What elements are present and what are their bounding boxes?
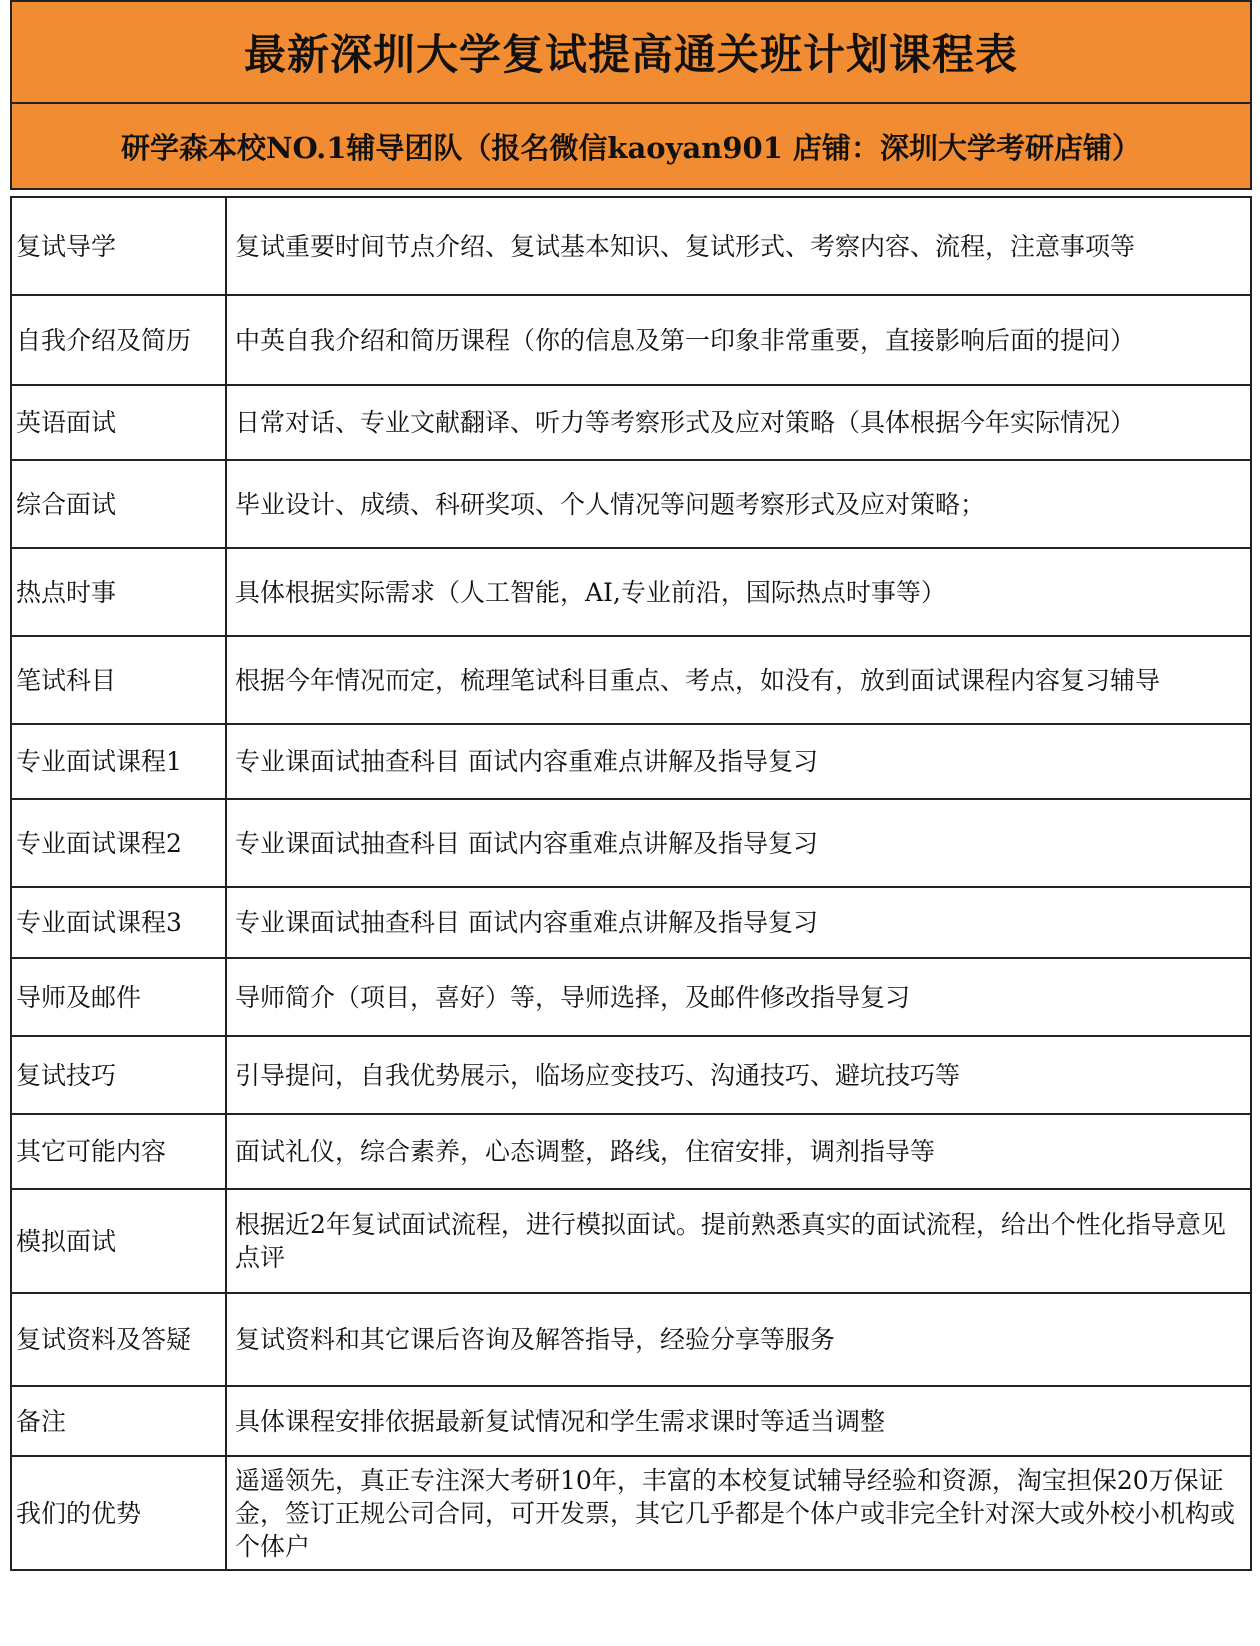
row-description: 面试礼仪，综合素养，心态调整，路线，住宿安排，调剂指导等 [226,1114,1251,1189]
course-table-body [11,197,1251,1570]
row-description: 专业课面试抽查科目 面试内容重难点讲解及指导复习 [226,799,1251,887]
row-label: 复试导学 [11,197,226,295]
row-description: 导师简介（项目，喜好）等，导师选择，及邮件修改指导复习 [226,958,1251,1036]
row-label: 复试技巧 [11,1036,226,1114]
table-row [11,636,1251,724]
row-label: 热点时事 [11,548,226,636]
table-row [11,460,1251,548]
table-row [11,799,1251,887]
row-label: 自我介绍及简历 [11,295,226,385]
table-row [11,958,1251,1036]
table-row [11,295,1251,385]
row-description: 根据近2年复试面试流程，进行模拟面试。提前熟悉真实的面试流程，给出个性化指导意见点评 [226,1189,1251,1293]
row-label: 综合面试 [11,460,226,548]
table-row [11,1189,1251,1293]
row-label: 专业面试课程2 [11,799,226,887]
subtitle-banner [10,104,1252,190]
row-label: 其它可能内容 [11,1114,226,1189]
row-description: 日常对话、专业文献翻译、听力等考察形式及应对策略（具体根据今年实际情况） [226,385,1251,460]
row-description: 中英自我介绍和简历课程（你的信息及第一印象非常重要，直接影响后面的提问） [226,295,1251,385]
row-label: 专业面试课程3 [11,887,226,958]
row-description: 复试资料和其它课后咨询及解答指导，经验分享等服务 [226,1293,1251,1386]
row-description: 具体根据实际需求（人工智能，AI,专业前沿，国际热点时事等） [226,548,1251,636]
row-description: 遥遥领先，真正专注深大考研10年，丰富的本校复试辅导经验和资源，淘宝担保20万保证金，签订正规公司合同，可开发票，其它几乎都是个体户或非完全针对深大或外校小机构或个体户 [226,1456,1251,1570]
table-row [11,1293,1251,1386]
row-description: 复试重要时间节点介绍、复试基本知识、复试形式、考察内容、流程，注意事项等 [226,197,1251,295]
course-table [10,196,1252,1571]
row-label: 专业面试课程1 [11,724,226,799]
table-row [11,1036,1251,1114]
table-row [11,385,1251,460]
page-title: 最新深圳大学复试提高通关班计划课程表 [243,30,1018,79]
row-description: 专业课面试抽查科目 面试内容重难点讲解及指导复习 [226,724,1251,799]
row-description: 根据今年情况而定，梳理笔试科目重点、考点，如没有，放到面试课程内容复习辅导 [226,636,1251,724]
row-label: 笔试科目 [11,636,226,724]
row-label: 英语面试 [11,385,226,460]
row-label: 备注 [11,1386,226,1456]
row-description: 具体课程安排依据最新复试情况和学生需求课时等适当调整 [226,1386,1251,1456]
row-label: 我们的优势 [11,1456,226,1570]
row-description: 专业课面试抽查科目 面试内容重难点讲解及指导复习 [226,887,1251,958]
title-banner [10,0,1252,104]
row-description: 毕业设计、成绩、科研奖项、个人情况等问题考察形式及应对策略； [226,460,1251,548]
table-row [11,1386,1251,1456]
table-row [11,548,1251,636]
table-row [11,1114,1251,1189]
row-label: 导师及邮件 [11,958,226,1036]
row-description: 引导提问，自我优势展示，临场应变技巧、沟通技巧、避坑技巧等 [226,1036,1251,1114]
table-row [11,887,1251,958]
row-label: 模拟面试 [11,1189,226,1293]
course-schedule-sheet [10,0,1252,1571]
page-subtitle: 研学森本校NO.1辅导团队（报名微信kaoyan901 店铺：深圳大学考研店铺） [121,130,1141,165]
row-label: 复试资料及答疑 [11,1293,226,1386]
table-row [11,724,1251,799]
table-row [11,197,1251,295]
table-row [11,1456,1251,1570]
